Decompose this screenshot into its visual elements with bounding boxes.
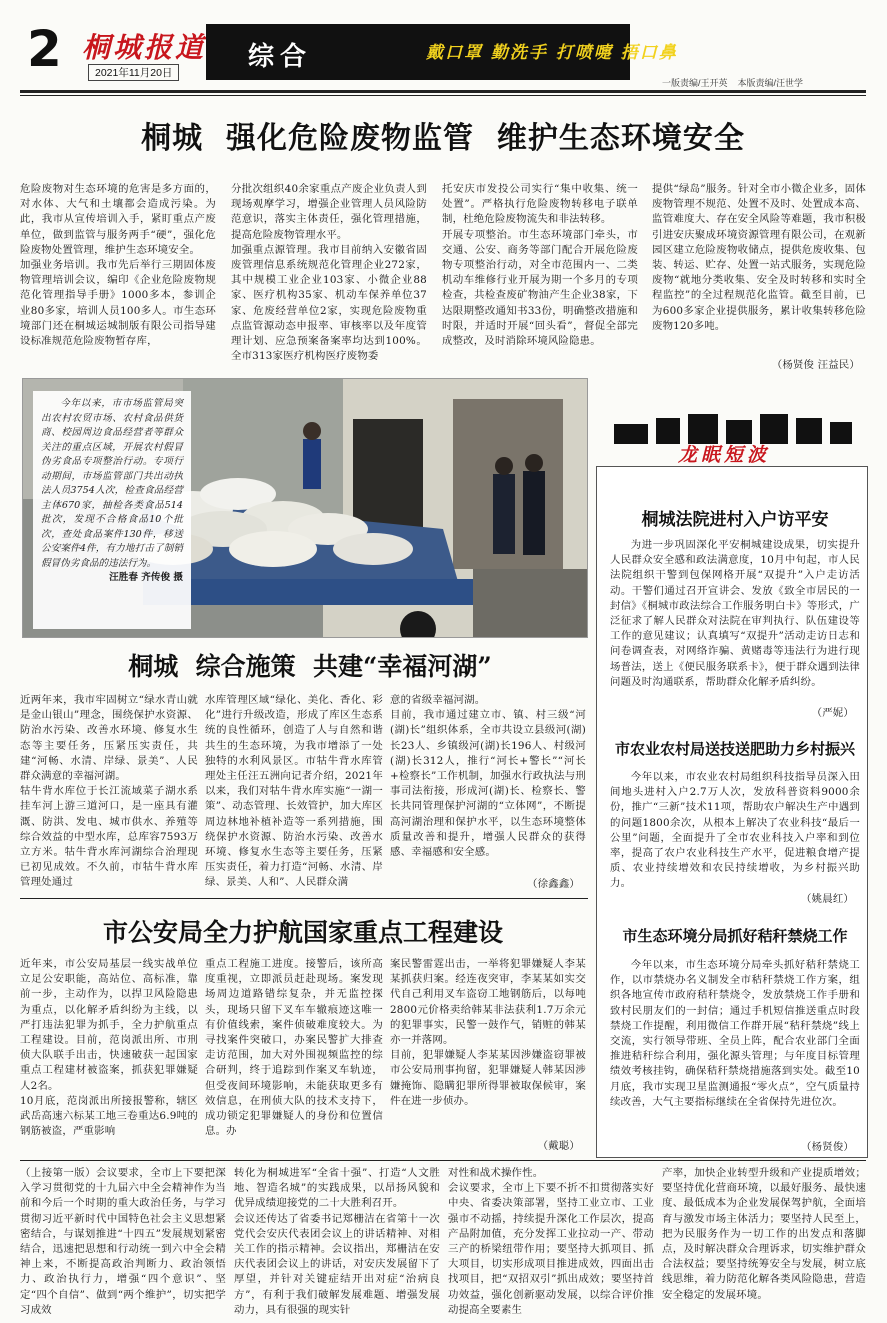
- photo-caption-box: [33, 391, 191, 629]
- article1-col2: 分批次组织40余家重点产废企业负责人到现场观摩学习，增强企业管理人员风险防范意识，落实主体责任，强化管理措施，提高危险废物管理水平。 加强重点源管理。我市目前纳入安徽省固废管理信息系统规范化管理企业272家，其中规模工业企业103家、小微企业88家、医疗机构35家、机动车保养单位37家、危废经营单位2家，实现危险废物重点监管源动态申报率、审核率以及年度管理计划、应急预案备案率均达到100%。全市313家医疗机构医疗废物委: [231, 183, 427, 363]
- section-title: 综合: [248, 42, 313, 72]
- article2-col3: 意的省级幸福河湖。 目前，我市通过建立市、镇、村三级“河(湖)长”组织体系，全市共设立县级河(湖)长23人、乡镇级河(湖)长196人、村级河(湖)长312人，推行“河长+警长”“河长+检察长”工作机制，加强水行政执法与刑事司法衔接，形成河(湖)长、检察长、警长共同管理保护河湖的“立体网”，不断提高河湖治理和保护水平，以生态环境整体质量改善和提升，增强人民群众的获得感、幸福感和安全感。: [390, 694, 586, 859]
- continued-col1: （上接第一版）会议要求，全市上下要把深入学习贯彻党的十九届六中全会精神作为当前和今后一个时期的重大政治任务，与学习贯彻习近平新时代中国特色社会主义思想紧密结合，与谋划推进“十四五”发展规划紧密结合，迅速把思想和行动统一到六中全会精神上来，不断提高政治判断力、政治领悟力、政治执行力，增强“四个意识”、坚定“四个自信”、做到“两个维护”，切实把学习成效: [20, 1167, 226, 1316]
- sidebar-item1-headline: 桐城法院进村入户访平安: [641, 510, 829, 530]
- banner-title: 龙眠短波: [678, 444, 771, 466]
- header-rule-thick: [20, 90, 866, 93]
- editor-line: 一版责编/王开英 本版责编/汪世学: [662, 78, 804, 88]
- sidebar-banner: [596, 410, 868, 464]
- article1-col3: 托安庆市发投公司实行“集中收集、统一处置”。严格执行危险废物转移电子联单制，杜绝危险废物流失和非法转移。 开展专项整治。市生态环境部门牵头，市交通、公安、商务等部门配合开展危险废物专项整治行动，对全市范围内一、二类机动车维修行业开展为期一个多月的专项检查，共检查废矿物油产生企业38家，下达限期整改通知书33份，明确整改措施和时限，并适时开展“回头看”，督促全部完成整改，及时消除环境风险隐患。: [442, 183, 638, 348]
- article3-col1: 近年来，市公安局基层一线实战单位立足公安职能，高站位、高标准，靠前一步，主动作为，以捍卫风险隐患为重点，以化解矛盾纠纷为主线，以严打违法犯罪为抓手，全力护航重点工程建设。目前，范岗派出所、市刑侦大队联手出击，快速破获一起国家重点工程建材被盗案，抓获犯罪嫌疑人2名。 10月底，范岗派出所接报警称，辖区武岳高速六标某工地三卷重达6.9吨的钢筋被盗，严重影响: [20, 958, 198, 1138]
- article3-col3: 案民警雷霆出击，一举将犯罪嫌疑人李某某抓获归案。经连夜突审，李某某如实交代自己利用叉车盗窃工地钢筋后，以每吨2800元价格卖给韩某非法获利1.7万余元的犯罪事实，民警一鼓作气，销赃的韩某亦一并落网。 目前，犯罪嫌疑人李某某因涉嫌盗窃罪被市公安局刑事拘留，犯罪嫌疑人韩某因涉嫌掩饰、隐瞒犯罪所得罪被取保候审，案件在进一步侦办。: [390, 958, 586, 1107]
- sidebar-item2-body: 今年以来，市农业农村局组织科技指导员深入田间地头进村入户2.7万人次，发放科普资料9000余份，推广“三新”技术11项，帮助农户解决生产中遇到的问题1800余次，从根本上解决了农业科技“最后一公里”问题，全面提升了全市农业科技入户率和到位率，提高了农户农业科技生产水平，促进粮食增产提质、农业持续增效和农民持续增收，为乡村振兴助力。: [610, 771, 860, 890]
- sidebar-item2-byline: （姚晨红）: [801, 893, 854, 905]
- issue-date: 2021年11月20日: [88, 64, 179, 81]
- sidebar-item3-body: 今年以来，市生态环境分局牵头抓好秸秆禁烧工作，以市禁烧办名义制发全市秸秆禁烧工作方案，组织各地宣传市政府秸秆禁烧令，发放禁烧工作手册和致村民朋友们的一封信；通过手机短信推送重点时段禁烧工作提醒，利用微信工作群开展“秸秆禁烧”线上交流，实行领导带班、全员上阵，配合农业部门全面推进秸秆综合利用，强化源头管理；与年度目标管理绩效考核挂钩，确保秸秆禁烧措施落到实处。截至10月底，我市实现卫星监测通报“零火点”，空气质量持续改善，大气主要指标继续在全省保持先进位次。: [610, 959, 860, 1108]
- sidebar-item1-body: 为进一步巩固深化平安桐城建设成果，切实提升人民群众安全感和政法满意度，10月中旬起，市人民法院组织干警到包保网格开展“双提升”入户走访活动。干警们通过召开宣讲会、发放《致全市居民的一封信》《桐城市政法综合工作服务明白卡》等形式，广泛征求了解人民群众对法院在审判执行、队伍建设等工作的意见建议；认真填写“双提升”活动走访日志和问卷调查表，对网络诈骗、黄赌毒等违法行为进行现场普法，送上《便民服务联系卡》，便于群众遇到法律问题及时沟通联系，帮助群众化解矛盾纠纷。: [610, 539, 860, 688]
- article1-byline: （杨贤俊 汪益民）: [771, 359, 860, 371]
- page-number: 2: [27, 20, 62, 78]
- photo-credit: 汪胜春 齐传俊 摄: [109, 572, 183, 583]
- article2-col1: 近两年来，我市牢固树立“绿水青山就是金山银山”理念，围绕保护水资源、防治水污染、改善水环境、修复水生态等主要任务，压紧压实责任，共建“河畅、水清、岸绿、景美”、人民群众满意的幸福河湖。 牯牛背水库位于长江流域菜子湖水系挂车河上游三道河口，是一座具有灌溉、防洪、发电、城市供水、养殖等综合效益的中型水库，总库容7593万立方米。牯牛背水库河湖综合治理现已初见成效。不久前，市牯牛背水库管理处通过: [20, 694, 198, 889]
- continued-col4: 产率，加快企业转型升级和产业提质增效；要坚持优化营商环境，以最好服务、最快速度、最低成本为企业发展保驾护航，全面培育与激发市场主体活力；要坚持人民至上，把为民服务作为一切工作的出发点和落脚点，及时解决群众合理诉求，切实维护群众合法权益；要坚持统筹安全与发展，树立底线思维，着力防范化解各类风险隐患，营造安全稳定的发展环境。: [662, 1167, 866, 1301]
- sidebar-item2-headline: 市农业农村局送技送肥助力乡村振兴: [614, 740, 855, 758]
- sidebar-item1-byline: （严妮）: [811, 707, 854, 719]
- masthead-logo: 桐城报道: [82, 31, 207, 64]
- photo-caption: 今年以来，市市场监管局突出农村农贸市场、农村食品供货商、校园周边食品经营者等群众关注的重点区域，开展农村假冒伪劣食品专项整治行动。专项行动期间，市场监管部门共出动执法人员3754人次，检查食品经营主体670家，抽检各类食品514批次，发现不合格食品10个批次，查处食品案件130件，移送公安案件4件，有力地打击了制销假冒伪劣食品的违法行为。: [41, 398, 183, 569]
- article3-headline: 市公安局全力护航国家重点工程建设: [102, 918, 503, 947]
- article1-headline: 桐城 强化危险废物监管 维护生态环境安全: [141, 121, 745, 156]
- article2-rule: [20, 898, 588, 899]
- sidebar-item3-byline: （杨贤俊）: [801, 1141, 854, 1153]
- continued-rule: [20, 1160, 866, 1161]
- continued-col3: 对性和战术操作性。 会议要求，全市上下要不折不扣贯彻落实好中央、省委决策部署，坚持工业立市、工业强市不动摇，持续提升深化工作层次，提高产品附加值，充分发挥工业拉动一产、带动三产的桥梁纽带作用；要坚持大抓项目、抓大项目，切实形成项目推进成效，四面出击找项目，把“双招双引”抓出成效；要坚持首功效益，强化创新驱动发展，以综合评价推动提高全要素生: [448, 1167, 654, 1316]
- article2-headline: 桐城 综合施策 共建“幸福河湖”: [128, 652, 492, 681]
- page-header: [0, 0, 887, 100]
- article3-byline: （戴聪）: [537, 1140, 580, 1152]
- article3-col2: 重点工程施工进度。接警后，该所高度重视，立即派员赶赴现场。案发现场周边道路错综复杂，并无监控探头，现场只留下叉车车辙痕迹这唯一有价值线索，案件侦破难度较大。为寻找案件突破口，办案民警扩大排查走访范围，加大对外围视频监控的综合研判，终于追踪到作案叉车轨迹，但受夜间环境影响，未能获取更多有效信息，在刑侦大队的技术支持下，成功锁定犯罪嫌疑人的身份和位置信息。办: [205, 958, 383, 1138]
- article2-col2: 水库管理区域“绿化、美化、香化、彩化”进行升级改造，形成了库区生态系统的良性循环，创造了人与自然和谐共生的生态环境，为我市增添了一处独特的水利风景区。市牯牛背水库管理处主任汪五洲向记者介绍，2021年以来，我们对牯牛背水库实施“一湖一策”、动态管理、长效管护，加大库区周边林地补植补造等一系列措施，围绕保护水资源、防治水污染、改善水环境、修复水生态等主要任务，压紧压实责任，着力打造“河畅、水清、岸绿、景美、人和”、人民群众满: [205, 694, 383, 889]
- header-rule-thin: [20, 95, 866, 96]
- article1-col4: 提供“绿岛”服务。针对全市小微企业多，固体废物管理不规范、处置不及时、处置成本高、监管难度大、存在安全风险等难题，我市积极引进安庆聚成环境资源管理有限公司，在观新园区建立危险废物收储点，提供危废收集、包装、转运、贮存、处置一站式服务，实现危险废物“就地分类收集、安全及时转移和实时全程监控”的全过程规范化监管。截至目前，已为600多家企业提供服务，累计收集转移危险废物120多吨。: [652, 183, 866, 332]
- slogan: 戴口罩 勤洗手 打喷嚏 捂口鼻: [426, 43, 678, 63]
- continued-col2: 转化为桐城进军“全省十强”、打造“人文胜地、智造名城”的实践成果，以昂扬风貌和优异成绩迎接党的二十大胜利召开。 会议还传达了省委书记郑栅洁在省第十一次党代会安庆代表团会议上的讲话精神、对相关工作的指示精神。会议指出，郑栅洁在安庆代表团会议上的讲话，对安庆发展留下了厚望，并针对关键症结开出对症“治病良方”，有利于我们破解发展难题、增强发展动力，具有很强的现实针: [234, 1167, 440, 1316]
- news-photo: [22, 378, 588, 638]
- article1-col1: 危险废物对生态环境的危害是多方面的，对水体、大气和土壤都会造成污染。为此，我市从宣传培训入手，紧盯重点产废单位，做到监管与服务两手“硬”，强化危险废物处置管理，维护生态环境安全。 加强业务培训。我市先后举行三期固体废物管理培训会议，编印《企业危险废物规范化管理指导手册》1000多本，参训企业80多家，培训人员100多人。市生态环境部门还在桐城运城制版有限公司指导建设标准规范危险废物暂存库，: [20, 183, 216, 348]
- sidebar-item3-headline: 市生态环境分局抓好秸秆禁烧工作: [622, 927, 848, 945]
- article2-byline: （徐鑫鑫）: [527, 878, 580, 890]
